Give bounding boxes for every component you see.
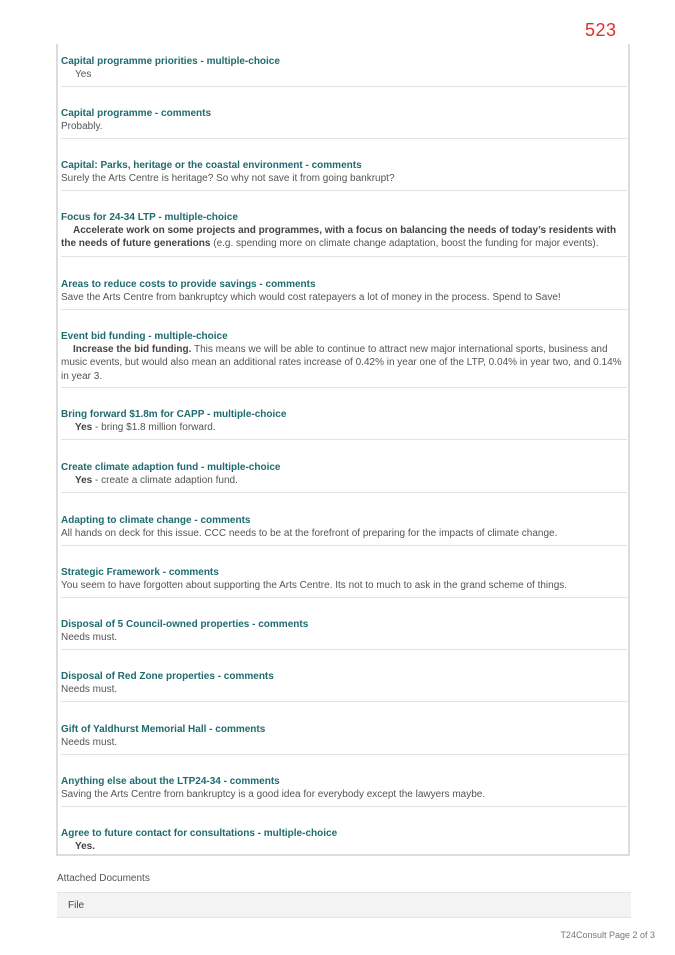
question-block (61, 107, 627, 139)
question-title: Anything else about the LTP24-34 - comments (61, 776, 280, 787)
question-block (61, 278, 627, 310)
question-title: Capital programme - comments (61, 108, 212, 119)
answer-text (61, 421, 627, 434)
answer-text: Yes (75, 69, 92, 80)
answer-text (61, 224, 627, 251)
question-title: Disposal of 5 Council-owned properties - comments (61, 619, 309, 630)
answer-text: Save the Arts Centre from bankruptcy which would cost ratepayers a lot of money in the process. Spend to Save! (61, 292, 561, 303)
question-block (61, 461, 627, 493)
question-block (61, 827, 627, 854)
answer-detail: - create a climate adaption fund. (92, 475, 238, 486)
question-title: Strategic Framework - comments (61, 567, 219, 578)
answer-text: All hands on deck for this issue. CCC needs to be at the forefront of preparing for the impacts of climate change. (61, 528, 558, 539)
answer-lead: Yes (75, 475, 93, 486)
question-block (61, 514, 627, 546)
question-title: Create climate adaption fund - multiple-choice (61, 462, 281, 473)
attached-documents-title: Attached Documents (57, 873, 150, 884)
answer-text: Saving the Arts Centre from bankruptcy is a good idea for everybody except the lawyers maybe. (61, 789, 486, 800)
answer-text: Needs must. (61, 737, 118, 748)
question-block (61, 723, 627, 755)
question-title: Disposal of Red Zone properties - comments (61, 671, 274, 682)
answer-lead: Yes (75, 422, 93, 433)
question-title: Adapting to climate change - comments (61, 515, 251, 526)
question-title: Capital: Parks, heritage or the coastal environment - comments (61, 160, 362, 171)
page-footer: T24Consult Page 2 of 3 (560, 930, 655, 940)
question-title: Event bid funding - multiple-choice (61, 331, 228, 342)
question-title: Gift of Yaldhurst Memorial Hall - comments (61, 724, 266, 735)
page-number: 523 (585, 20, 617, 40)
answer-text: Needs must. (61, 632, 118, 643)
answer-text: You seem to have forgotten about supporting the Arts Centre. Its not to much to ask in the grand scheme of things. (61, 580, 568, 591)
question-block (61, 330, 627, 388)
question-block (61, 55, 627, 87)
answer-lead: Accelerate work on some projects and programmes, with a focus on balancing the needs of today’s residents with the needs of future generations (61, 225, 617, 250)
file-column-header: File (68, 900, 85, 911)
question-title: Bring forward $1.8m for CAPP - multiple-choice (61, 409, 287, 420)
answer-detail: This means we will be able to continue to attract new major international sports, business and music events, but would also mean an additional rates increase of 0.42% in year one of the LTP, 0.04% in year two, and 0.14% in year 3. (61, 344, 622, 382)
question-block (61, 775, 627, 807)
question-block (61, 566, 627, 598)
answer-text: Needs must. (61, 684, 118, 695)
answer-text (61, 343, 627, 383)
question-title: Areas to reduce costs to provide savings - comments (61, 279, 316, 290)
answer-detail: (e.g. spending more on climate change adaptation, boost the funding for major events). (210, 238, 599, 250)
question-block (61, 618, 627, 650)
question-block (61, 159, 627, 191)
answer-lead: Yes. (75, 841, 96, 852)
question-block (61, 211, 627, 257)
question-title: Focus for 24-34 LTP - multiple-choice (61, 212, 238, 223)
answer-detail: - bring $1.8 million forward. (92, 422, 216, 433)
answer-text: Probably. (61, 121, 103, 132)
question-title: Capital programme priorities - multiple-choice (61, 56, 280, 67)
answer-text (61, 840, 627, 853)
question-title: Agree to future contact for consultations - multiple-choice (61, 828, 338, 839)
question-block (61, 408, 627, 440)
answer-lead: Increase the bid funding. (73, 344, 192, 355)
question-block (61, 670, 627, 702)
attached-documents-table-header (57, 892, 631, 918)
answer-text: Surely the Arts Centre is heritage? So why not save it from going bankrupt? (61, 173, 395, 184)
answer-text (61, 474, 627, 487)
